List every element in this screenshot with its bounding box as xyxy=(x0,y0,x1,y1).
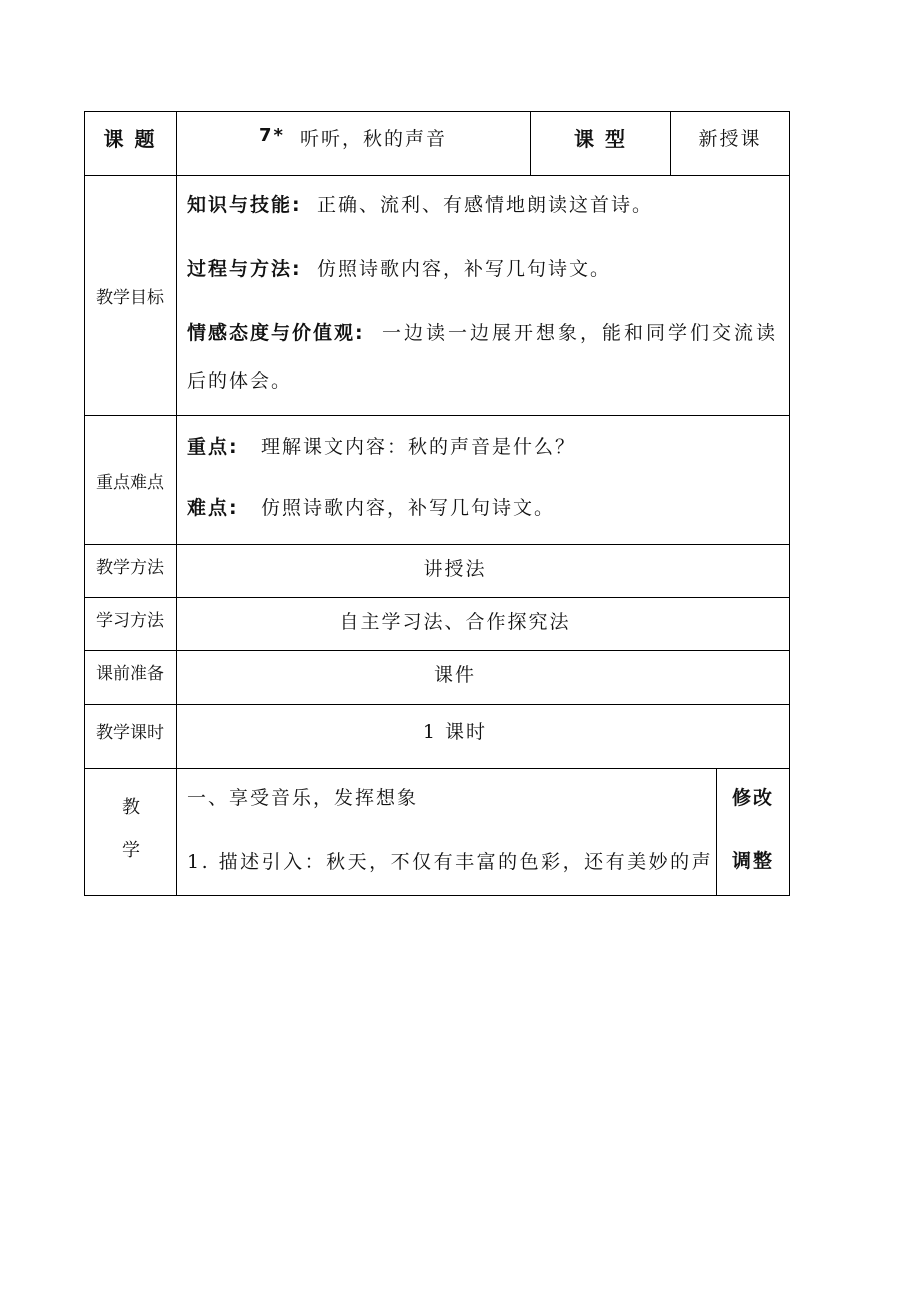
revise-label-2: 调整 xyxy=(732,850,775,872)
lesson-title: 听听，秋的声音 xyxy=(300,128,448,150)
teaching-method-label: 教学方法 xyxy=(96,557,164,578)
teaching-method-value: 讲授法 xyxy=(423,558,487,580)
knowledge-text: 正确、流利、有感情地朗读这首诗。 xyxy=(317,194,654,216)
objectives-content xyxy=(177,176,789,415)
difficulty-label: 难点: xyxy=(187,497,239,519)
knowledge-label: 知识与技能: xyxy=(187,194,302,216)
focus-text: 理解课文内容：秋的声音是什么？ xyxy=(261,436,577,458)
table-border xyxy=(84,895,790,896)
preparation-label: 课前准备 xyxy=(96,663,164,684)
difficulty-text: 仿照诗歌内容，补写几句诗文。 xyxy=(261,497,556,519)
objectives-label: 教学目标 xyxy=(96,288,164,308)
type-label: 课 型 xyxy=(574,126,627,151)
emotion-text-line-2: 后的体会。 xyxy=(187,370,293,392)
process-step-2: 1. 描述引入：秋天，不仅有丰富的色彩，还有美妙的声 xyxy=(187,851,714,873)
key-points-content xyxy=(177,416,789,544)
table-border xyxy=(789,111,790,896)
lesson-title-cell xyxy=(177,112,530,162)
process-step-1: 一、享受音乐，发挥想象 xyxy=(187,787,419,809)
revision-column xyxy=(717,769,789,895)
process-method-text: 仿照诗歌内容，补写几句诗文。 xyxy=(317,258,612,280)
process-method-label: 过程与方法: xyxy=(187,258,302,280)
teaching-process-content xyxy=(177,769,716,895)
teaching-process-label xyxy=(84,769,176,895)
emotion-label: 情感态度与价值观: xyxy=(187,322,365,344)
revise-label-1: 修改 xyxy=(732,787,775,809)
class-hours-value: 1 课时 xyxy=(422,720,488,743)
emotion-text-line-1: 一边读一边展开想象，能和同学们交流读 xyxy=(382,322,779,344)
learning-method-label: 学习方法 xyxy=(96,610,164,631)
class-hours-label: 教学课时 xyxy=(96,722,164,743)
focus-label: 重点: xyxy=(187,436,239,458)
teaching-process-label-2: 学 xyxy=(122,840,142,861)
key-points-label: 重点难点 xyxy=(96,472,164,493)
lesson-number: 7* xyxy=(259,125,285,146)
preparation-value: 课件 xyxy=(433,664,476,686)
teaching-process-label-1: 教 xyxy=(122,797,142,818)
learning-method-value: 自主学习法、合作探究法 xyxy=(339,611,571,633)
subject-label: 课 题 xyxy=(103,126,157,151)
type-value: 新授课 xyxy=(698,127,762,150)
